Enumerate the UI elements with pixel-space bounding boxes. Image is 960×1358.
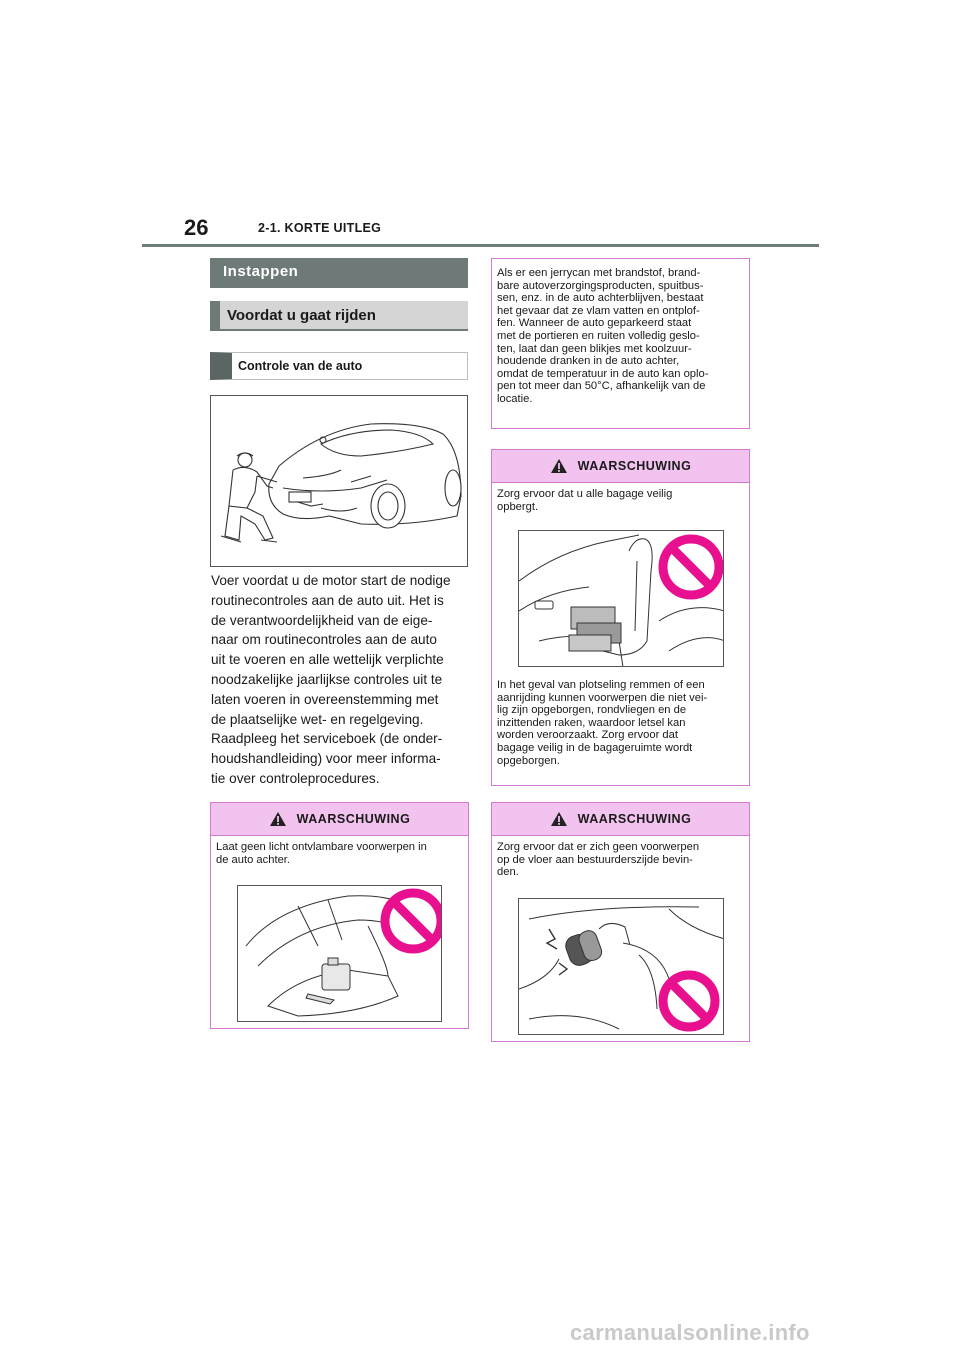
note-line: ten, laat dan geen blikjes met koolzuur- <box>497 342 692 355</box>
section-heading-voordat: Voordat u gaat rijden <box>210 301 468 331</box>
body-line: tie over controleprocedures. <box>211 770 380 786</box>
warning-header <box>211 803 468 836</box>
warning-title: WAARSCHUWING <box>577 812 692 826</box>
warning-header <box>492 450 749 483</box>
note-line: omdat de temperatuur in de auto kan oplo- <box>497 367 709 380</box>
body-line: houdshandleiding) voor meer informa- <box>211 751 441 767</box>
note-line: het gevaar dat ze vlam vatten en ontplof- <box>497 304 700 317</box>
note-box-flammable-items <box>491 258 750 429</box>
warning-line: Laat geen licht ontvlambare voorwerpen in <box>216 841 427 853</box>
warning-text <box>492 483 749 513</box>
warning-text <box>211 836 468 866</box>
warning-line: den. <box>497 866 519 879</box>
warning-line: opgeborgen. <box>497 754 560 767</box>
warning-line: worden veroorzaakt. Zorg ervoor dat <box>497 729 678 742</box>
body-line: de verantwoordelijkheid van de eige- <box>211 612 433 628</box>
note-line: pen tot meer dan 50°C, afhankelijk van de <box>497 380 706 393</box>
body-line: laten voeren in overeenstemming met <box>211 691 439 707</box>
watermark: carmanualsonline.info <box>570 1320 810 1345</box>
note-line: sen, enz. in de auto achterblijven, bestaat <box>497 292 704 305</box>
note-line: locatie. <box>497 392 533 405</box>
warning-line: aanrijding kunnen voorwerpen die niet vei- <box>497 691 708 704</box>
warning-triangle-icon <box>550 811 568 827</box>
note-line: Als er een jerrycan met brandstof, brand- <box>497 267 701 279</box>
warning-line: de auto achter. <box>216 853 291 866</box>
header-rule <box>142 244 819 247</box>
note-line: fen. Wanneer de auto geparkeerd staat <box>497 317 692 330</box>
warning-text <box>492 836 749 879</box>
note-line: houdende dranken in de auto achter, <box>497 355 680 368</box>
warning-triangle-icon <box>550 458 568 474</box>
body-line: Raadpleeg het serviceboek (de onder- <box>211 731 443 747</box>
driver-floor-illustration <box>518 898 724 1035</box>
body-line: Voer voordat u de motor start de nodige <box>211 573 451 588</box>
body-line: de plaatselijke wet- en regelgeving. <box>211 711 424 727</box>
warning-title: WAARSCHUWING <box>577 459 692 473</box>
trunk-illustration <box>237 885 442 1022</box>
body-line: routinecontroles aan de auto uit. Het is <box>211 592 444 608</box>
warning-text-after <box>492 674 712 767</box>
warning-line: bagage veilig in de bagageruimte wordt <box>497 741 693 754</box>
warning-line: inzittenden raken, waardoor letsel kan <box>497 716 686 729</box>
car-inspection-illustration <box>210 395 468 567</box>
body-text <box>211 571 469 789</box>
section-heading-controle: Controle van de auto <box>210 352 468 380</box>
note-text <box>492 259 749 406</box>
warning-triangle-icon <box>269 811 287 827</box>
warning-line: lig zijn opgeborgen, rondvliegen en de <box>497 704 687 717</box>
warning-line: opbergt. <box>497 500 539 513</box>
body-line: naar om routinecontroles aan de auto <box>211 632 437 648</box>
body-line: noodzakelijke jaarlijkse controles uit te <box>211 671 443 687</box>
warning-box-luggage <box>491 449 750 786</box>
warning-box-driver-floor <box>491 802 750 1042</box>
warning-line: op de vloer aan bestuurderszijde bevin- <box>497 853 693 866</box>
note-line: bare autoverzorgingsproducten, spuitbus- <box>497 279 704 292</box>
warning-line: Zorg ervoor dat er zich geen voorwerpen <box>497 841 700 853</box>
section-heading-instappen: Instappen <box>210 258 468 288</box>
page-number: 26 <box>184 215 209 240</box>
note-line: met de portieren en ruiten volledig geslo- <box>497 329 700 342</box>
warning-line: In het geval van plotseling remmen of een <box>497 679 705 691</box>
warning-header <box>492 803 749 836</box>
chapter-title: 2-1. KORTE UITLEG <box>258 221 382 235</box>
luggage-seat-illustration <box>518 530 724 667</box>
warning-title: WAARSCHUWING <box>296 812 411 826</box>
warning-line: Zorg ervoor dat u alle bagage veilig <box>497 488 673 500</box>
warning-box-flammable <box>210 802 469 1029</box>
body-line: uit te voeren en alle wettelijk verplichte <box>211 652 444 668</box>
